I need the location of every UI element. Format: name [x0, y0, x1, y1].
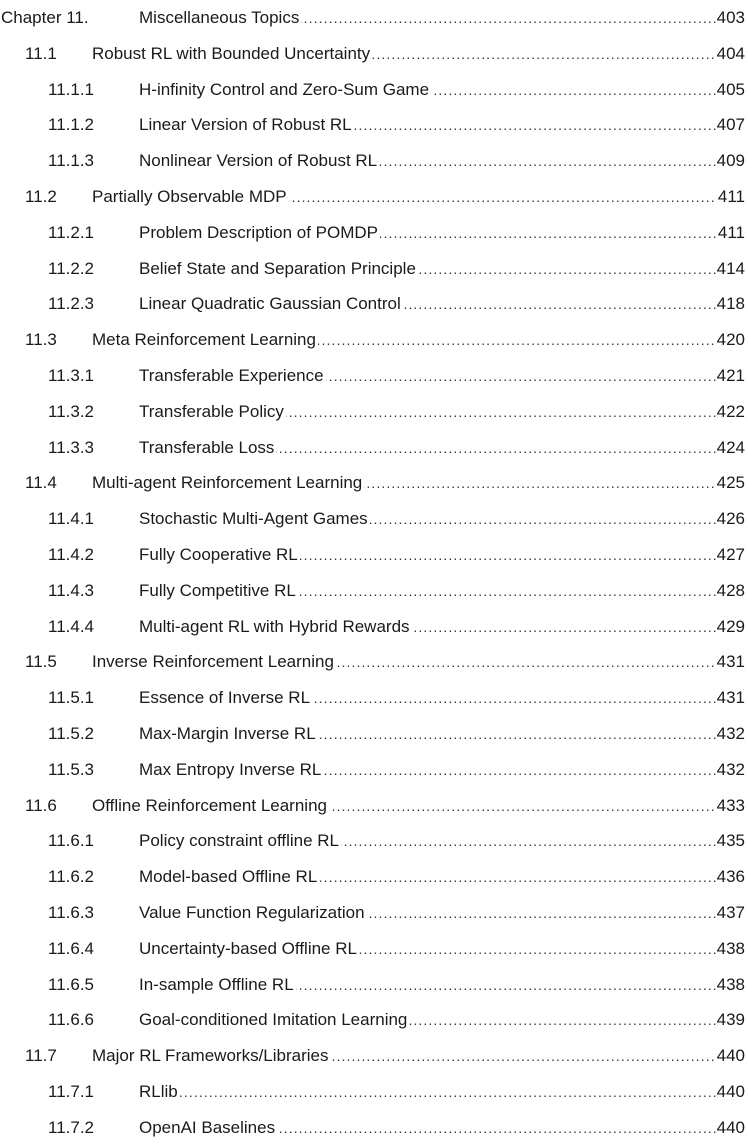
toc-entry-title: Transferable Experience	[139, 366, 324, 385]
toc-entry-title-wrap	[139, 895, 716, 931]
toc-entry-number: 11.4.3	[48, 580, 95, 600]
toc-entry-title: RLlib	[139, 1082, 178, 1101]
toc-entry-title-wrap	[139, 716, 716, 752]
toc-entry-title-wrap	[92, 788, 716, 824]
toc-entry-page: 407	[716, 107, 745, 143]
toc-entry-title: OpenAI Baselines	[139, 1117, 276, 1137]
toc-entry-title-wrap	[139, 107, 716, 143]
toc-entry[interactable]	[0, 72, 748, 108]
toc-entry-title-wrap	[92, 465, 716, 501]
toc-entry[interactable]	[0, 0, 748, 36]
toc-entry-title-wrap	[139, 286, 716, 322]
toc-entry-title-wrap	[139, 358, 716, 394]
toc-entry-page: 431	[716, 680, 745, 716]
toc-entry-number: 11.1.2	[48, 115, 95, 135]
toc-entry-title: Fully Competitive RL	[139, 580, 296, 600]
toc-entry-page: 404	[716, 36, 745, 72]
toc-entry-page: 437	[716, 895, 745, 931]
toc-entry-title: Goal-conditioned Imitation Learning	[139, 1010, 408, 1030]
toc-entry-page: 433	[716, 788, 745, 824]
toc-entry[interactable]	[0, 430, 748, 466]
toc-entry-title-wrap	[92, 322, 716, 358]
toc-entry-page: 403	[716, 0, 745, 36]
toc-entry-number: 11.5.3	[48, 759, 95, 779]
toc-entry-title-wrap	[139, 609, 716, 645]
toc-entry-title-wrap	[139, 537, 716, 573]
toc-entry-number: 11.3.1	[48, 366, 95, 385]
toc-entry-number: 11.4	[25, 473, 57, 493]
toc-entry-title-wrap	[139, 0, 716, 36]
toc-entry[interactable]	[0, 286, 748, 322]
toc-entry[interactable]	[0, 752, 748, 788]
toc-entry[interactable]	[0, 680, 748, 716]
toc-entry-title: Transferable Policy	[139, 401, 284, 421]
toc-entry-number: 11.6.6	[48, 1010, 95, 1030]
toc-entry-number: 11.2	[25, 187, 57, 206]
toc-entry-title: Miscellaneous Topics	[139, 8, 300, 27]
toc-entry-page: 432	[716, 716, 745, 752]
toc-entry-number: 11.2.3	[48, 294, 95, 314]
toc-entry-title: Model-based Offline RL	[139, 867, 318, 887]
toc-entry[interactable]	[0, 1110, 748, 1146]
toc-entry-page: 427	[716, 537, 745, 573]
toc-entry[interactable]	[0, 143, 748, 179]
toc-entry-title: Stochastic Multi-Agent Games	[139, 509, 368, 529]
toc-entry[interactable]	[0, 36, 748, 72]
toc-entry-title: Multi-agent RL with Hybrid Rewards	[139, 616, 410, 636]
toc-entry-page: 420	[716, 322, 745, 358]
toc-entry[interactable]	[0, 251, 748, 287]
toc-entry-page: 435	[716, 823, 745, 859]
toc-entry[interactable]	[0, 644, 748, 680]
toc-entry-number: 11.6.2	[48, 867, 95, 887]
toc-entry-title: Multi-agent Reinforcement Learning	[92, 473, 363, 493]
toc-entry-title: Uncertainty-based Offline RL	[139, 938, 357, 958]
toc-entry-title: Value Function Regularization	[139, 903, 365, 922]
toc-entry-title: Fully Cooperative RL	[139, 545, 298, 564]
toc-entry-title-wrap	[139, 752, 716, 788]
toc-entry-number: 11.2.2	[48, 258, 95, 278]
toc-entry-title-wrap	[139, 1002, 716, 1038]
toc-entry-page: 414	[716, 251, 745, 287]
toc-entry-title: Essence of Inverse RL	[139, 688, 311, 708]
toc-entry[interactable]	[0, 895, 748, 931]
toc-entry-title-wrap	[139, 1074, 716, 1110]
toc-entry[interactable]	[0, 179, 748, 215]
toc-entry-title: Nonlinear Version of Robust RL	[139, 151, 378, 171]
toc-entry-title-wrap	[139, 430, 716, 466]
toc-entry-page: 440	[716, 1038, 745, 1074]
toc-entry-page: 425	[716, 465, 745, 501]
toc-entry-title: Offline Reinforcement Learning	[92, 795, 327, 815]
toc-entry-number: 11.5.2	[48, 724, 95, 743]
toc-entry-number: 11.4.2	[48, 545, 95, 564]
toc-entry-number: 11.6.4	[48, 938, 95, 958]
dot-leader	[139, 1074, 716, 1110]
toc-entry-page: 440	[716, 1110, 745, 1146]
toc-entry-page: 411	[717, 179, 745, 215]
toc-entry[interactable]	[0, 501, 748, 537]
toc-entry-page: 421	[716, 358, 745, 394]
toc-entry-title: Problem Description of POMDP	[139, 222, 379, 242]
toc-entry-title-wrap	[139, 859, 716, 895]
toc-entry-title: Max-Margin Inverse RL	[139, 724, 316, 743]
toc-entry-number: 11.2.1	[48, 222, 95, 242]
toc-entry[interactable]	[0, 394, 748, 430]
toc-entry-title-wrap	[92, 36, 716, 72]
toc-entry-title-wrap	[139, 680, 716, 716]
toc-entry-number: 11.3.2	[48, 401, 95, 421]
toc-entry-title-wrap	[92, 1038, 716, 1074]
toc-entry-title-wrap	[139, 215, 716, 251]
toc-entry-number: 11.6.5	[48, 974, 95, 994]
toc-entry[interactable]	[0, 573, 748, 609]
toc-entry-page: 426	[716, 501, 745, 537]
toc-entry-number: 11.6.3	[48, 903, 95, 922]
toc-entry-number: 11.3	[25, 330, 57, 350]
toc-entry-number: 11.4.4	[48, 616, 95, 636]
toc-entry-title: Major RL Frameworks/Libraries	[92, 1046, 329, 1066]
toc-entry-page: 431	[716, 644, 745, 680]
toc-entry-title-wrap	[139, 823, 716, 859]
toc-entry[interactable]	[0, 107, 748, 143]
toc-entry-number: 11.3.3	[48, 437, 95, 457]
toc-entry-page: 409	[716, 143, 745, 179]
toc-entry-number: 11.6.1	[48, 831, 95, 851]
toc-entry-title: Meta Reinforcement Learning	[92, 330, 316, 350]
toc-entry-number: 11.7.2	[48, 1117, 95, 1137]
toc-entry-page: 440	[716, 1074, 745, 1110]
toc-entry-title: Inverse Reinforcement Learning	[92, 652, 334, 672]
toc-entry-page: 428	[716, 573, 745, 609]
toc-entry-number: 11.4.1	[48, 509, 95, 529]
toc-entry-number: 11.5.1	[48, 688, 95, 708]
toc-entry-page: 411	[717, 215, 745, 251]
toc-entry-page: 405	[716, 72, 745, 108]
toc-entry-number: 11.1.3	[48, 151, 95, 171]
toc-entry-title-wrap	[139, 501, 716, 537]
toc-entry-number: 11.7.1	[48, 1082, 95, 1101]
toc-entry-number: 11.1.1	[48, 79, 95, 99]
toc-entry-page: 438	[716, 931, 745, 967]
toc-entry-title: Linear Quadratic Gaussian Control	[139, 294, 401, 314]
toc-entry-number: 11.6	[25, 795, 57, 815]
toc-entry[interactable]	[0, 215, 748, 251]
toc-entry-title-wrap	[139, 967, 716, 1003]
toc-entry[interactable]	[0, 823, 748, 859]
toc-entry-title-wrap	[139, 251, 716, 287]
toc-entry[interactable]	[0, 716, 748, 752]
toc-entry-page: 436	[716, 859, 745, 895]
toc-entry-number: 11.5	[25, 652, 57, 672]
toc-entry-title-wrap	[139, 931, 716, 967]
toc-entry-title-wrap	[139, 72, 716, 108]
toc-entry-page: 424	[716, 430, 745, 466]
toc-entry-number: 11.7	[25, 1046, 57, 1066]
toc-entry-title: In-sample Offline RL	[139, 974, 294, 994]
toc-entry-title: Robust RL with Bounded Uncertainty	[92, 43, 371, 63]
toc-entry-page: 418	[716, 286, 745, 322]
toc-entry[interactable]	[0, 322, 748, 358]
toc-entry-title: Linear Version of Robust RL	[139, 115, 352, 135]
toc-entry[interactable]	[0, 1038, 748, 1074]
toc-entry-title-wrap	[92, 179, 716, 215]
toc-entry-page: 438	[716, 967, 745, 1003]
toc-entry-title-wrap	[139, 143, 716, 179]
toc-entry[interactable]	[0, 537, 748, 573]
toc-entry-title-wrap	[139, 573, 716, 609]
toc-entry[interactable]	[0, 465, 748, 501]
toc-entry-page: 429	[716, 609, 745, 645]
toc-entry-title-wrap	[139, 394, 716, 430]
toc-entry[interactable]	[0, 609, 748, 645]
toc-entry[interactable]	[0, 1002, 748, 1038]
toc-entry[interactable]	[0, 931, 748, 967]
toc-entry-title-wrap	[139, 1110, 716, 1146]
toc-entry-title: Transferable Loss	[139, 437, 275, 457]
toc-entry-number: 11.1	[25, 43, 57, 63]
toc-entry-number: Chapter 11.	[1, 8, 89, 27]
toc-entry[interactable]	[0, 1074, 748, 1110]
toc-entry-title: Belief State and Separation Principle	[139, 258, 416, 278]
toc-entry-title: H-infinity Control and Zero-Sum Game	[139, 79, 430, 99]
toc-entry-page: 432	[716, 752, 745, 788]
toc-entry-title: Partially Observable MDP	[92, 187, 287, 206]
toc-entry-title: Max Entropy Inverse RL	[139, 759, 322, 779]
toc-entry[interactable]	[0, 788, 748, 824]
toc-entry-title-wrap	[92, 644, 716, 680]
toc-entry-page: 439	[716, 1002, 745, 1038]
toc-entry[interactable]	[0, 967, 748, 1003]
toc-entry[interactable]	[0, 859, 748, 895]
toc-entry-title: Policy constraint offline RL	[139, 831, 340, 851]
toc-entry[interactable]	[0, 358, 748, 394]
toc-entry-page: 422	[716, 394, 745, 430]
